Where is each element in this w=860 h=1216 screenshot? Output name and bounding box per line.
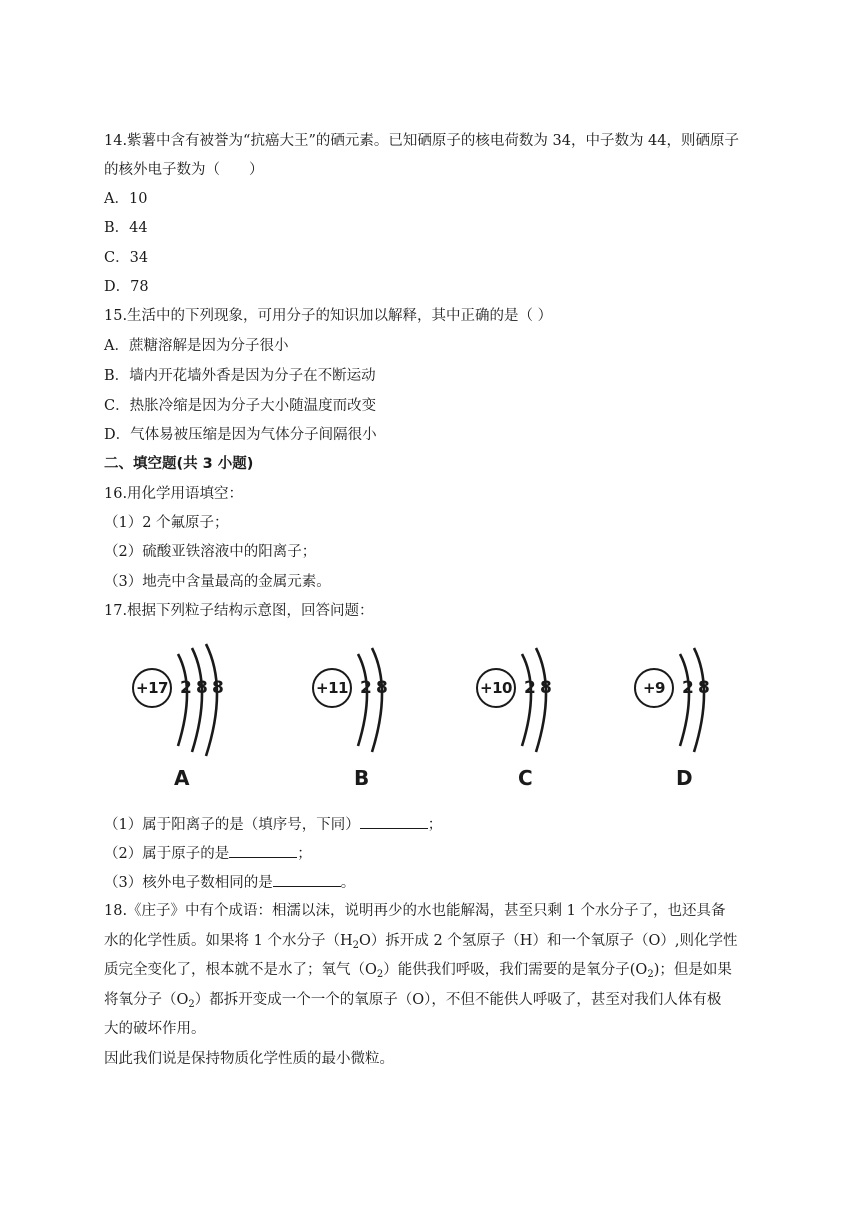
- electron-count: 8: [196, 678, 208, 698]
- nucleus-charge: +17: [132, 668, 172, 708]
- nucleus-charge: +11: [312, 668, 352, 708]
- electron-count: 8: [540, 678, 552, 698]
- q17-sub3-end: 。: [340, 875, 356, 891]
- answer-blank-2[interactable]: [229, 843, 297, 858]
- nucleus-charge: +9: [634, 668, 674, 708]
- q16-item-2: （2）硫酸亚铁溶液中的阳离子；: [104, 544, 317, 560]
- electron-count: 8: [698, 678, 710, 698]
- subscript: 2: [376, 969, 384, 980]
- q18-text: 将氧分子（O: [104, 992, 189, 1008]
- electron-count: 2: [524, 678, 536, 698]
- electron-count: 2: [180, 678, 192, 698]
- q16-item-3: （3）地壳中含量最高的金属元素。: [104, 574, 331, 590]
- q15-option-c: C．热胀冷缩是因为分子大小随温度而改变: [104, 398, 377, 414]
- q15-option-b: B．墙内开花墙外香是因为分子在不断运动: [104, 368, 376, 384]
- electron-count: 2: [360, 678, 372, 698]
- q18-line4: [104, 990, 721, 1010]
- q15-stem: 15.生活中的下列现象，可用分子的知识加以解释，其中正确的是（ ）: [104, 308, 553, 324]
- q18-text: O）拆开成 2 个氢原子（H）和一个氧原子（O）,则化学性: [358, 933, 738, 949]
- subscript: 2: [352, 940, 359, 951]
- q18-text: 质完全变化了，根本就不是水了；氧气（O: [104, 962, 377, 978]
- q18-line6: 因此我们说是保持物质化学性质的最小微粒。: [104, 1051, 394, 1067]
- q17-sub1-text: （1）属于阳离子的是（填序号，下同）: [104, 817, 360, 833]
- q14-stem-line1: 14.紫薯中含有被誉为“抗癌大王”的硒元素。已知硒原子的核电荷数为 34，中子数为 44，则硒原子: [104, 133, 740, 149]
- q15-option-a: A．蔗糖溶解是因为分子很小: [104, 338, 289, 354]
- atom-diagram-b: [296, 628, 436, 798]
- electron-count: 8: [212, 678, 224, 698]
- atom-diagram-c: [460, 628, 600, 798]
- answer-blank-3[interactable]: [273, 872, 341, 887]
- q14-option-c: C．34: [104, 250, 149, 266]
- section-title: 二、填空题(共 3 小题): [104, 456, 254, 472]
- q17-sub2-text: （2）属于原子的是: [104, 846, 230, 862]
- q14-option-b: B．44: [104, 220, 148, 236]
- atom-label: C: [518, 766, 533, 790]
- q18-text: ）能供我们呼吸，我们需要的是氧分子(O: [383, 962, 648, 978]
- atom-label: A: [174, 766, 190, 790]
- q18-text: )；但是如果: [653, 962, 732, 978]
- atom-diagram-d: [618, 628, 758, 798]
- electron-count: 8: [376, 678, 388, 698]
- subscript: 2: [188, 999, 195, 1010]
- q16-stem: 16.用化学用语填空：: [104, 486, 244, 502]
- atom-diagram-a: [116, 628, 256, 798]
- q15-option-d: D．气体易被压缩是因为气体分子间隔很小: [104, 427, 377, 443]
- q16-item-1: （1）2 个氟原子；: [104, 515, 229, 531]
- q14-option-a: A．10: [104, 191, 148, 207]
- q17-sub3: [104, 872, 355, 893]
- q17-stem: 17.根据下列粒子结构示意图，回答问题：: [104, 603, 374, 619]
- subscript: 2: [647, 969, 654, 980]
- q17-sub1: [104, 814, 442, 835]
- atom-label: D: [676, 766, 693, 790]
- nucleus-charge: +10: [476, 668, 516, 708]
- q18-line3: [104, 960, 732, 980]
- q17-sub2-end: ；: [297, 846, 312, 862]
- particle-structure-figure: [100, 628, 740, 798]
- q17-sub1-end: ；: [427, 817, 443, 833]
- q18-line1: 18.《庄子》中有个成语：相濡以沫，说明再少的水也能解渴，甚至只剩 1 个水分子了，也还具备: [104, 903, 726, 919]
- electron-count: 2: [682, 678, 694, 698]
- q17-sub2: [104, 843, 312, 864]
- q14-stem-line2: 的核外电子数为（ ）: [104, 162, 264, 178]
- q18-text: ）都拆开变成一个一个的氧原子（O），不但不能供人呼吸了，甚至对我们人体有极: [194, 992, 722, 1008]
- answer-blank-1[interactable]: [360, 814, 428, 829]
- q14-option-d: D．78: [104, 279, 149, 295]
- q18-line2: [104, 931, 737, 951]
- atom-label: B: [354, 766, 370, 790]
- q17-sub3-text: （3）核外电子数相同的是: [104, 875, 273, 891]
- q18-text: 水的化学性质。如果将 1 个水分子（H: [104, 933, 353, 949]
- q18-line5: 大的破坏作用。: [104, 1021, 206, 1037]
